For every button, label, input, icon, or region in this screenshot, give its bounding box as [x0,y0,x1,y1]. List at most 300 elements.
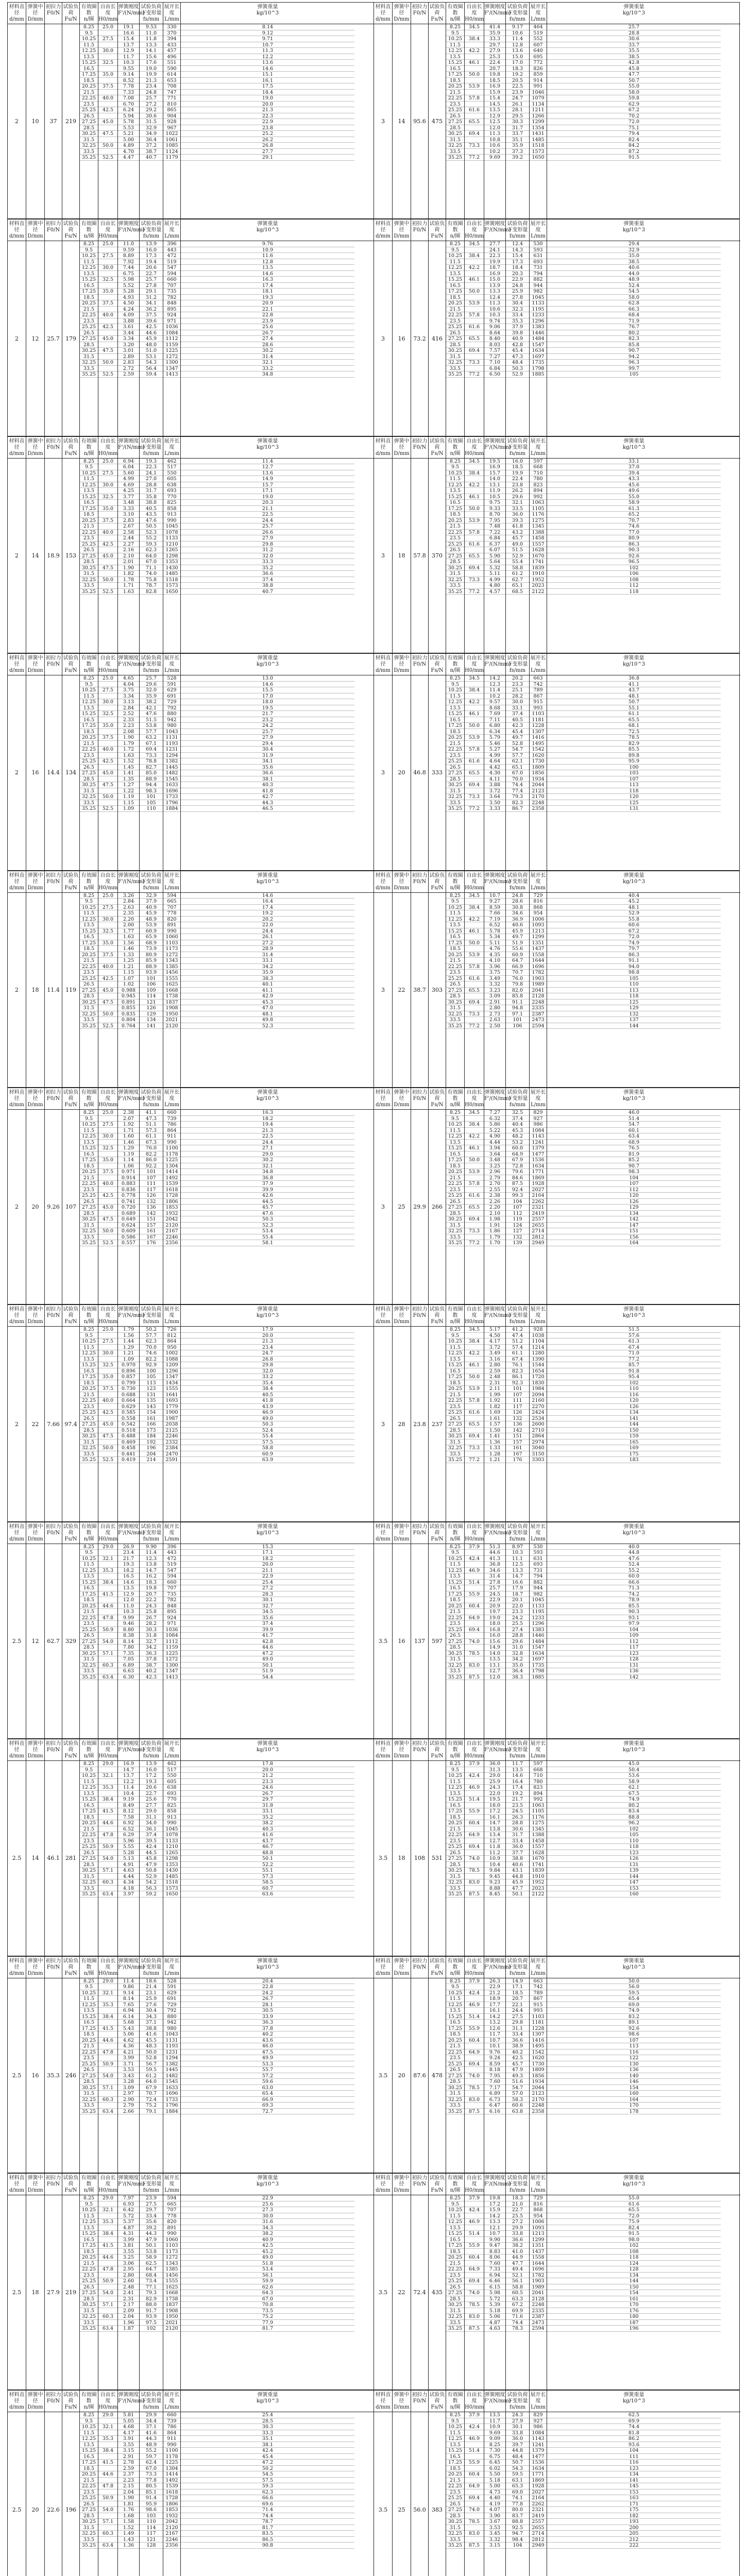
table-cell: 895 [163,1609,180,1615]
table-cell: 82.4 [547,137,721,143]
table-cell: 54.7 [547,1122,721,1128]
table-cell: 24.7 [181,1350,354,1357]
table-cell: 60.9 [506,952,529,958]
table-cell: 594 [163,271,180,277]
table-cell [465,476,484,482]
table-cell: 26.6 [181,530,354,536]
table-cell: 22.0 [506,1603,529,1609]
table-cell: 992 [530,494,547,500]
table-cell [465,934,484,940]
table-cell: 25.0 [98,241,117,247]
table-cell: 136 [547,1668,721,1674]
table-cell: 35.1 [506,137,529,143]
table-cell: 1133 [530,300,547,307]
table-cell [98,2213,117,2219]
table-cell: 1869 [530,2478,547,2484]
header-free-length: 自由长度 H0/mm [98,437,118,459]
table-half-left [8,1739,374,1955]
cell-initial-tension: 37 [45,24,62,218]
table-cell [98,1645,117,1651]
header-initial-tension: 初拉力 F0/N [45,1739,62,1761]
table-cell: 11.5 [80,259,98,265]
table-cell [465,1633,484,1639]
table-cell: 35.2 [181,565,354,571]
table-cell [98,2043,117,2049]
table-cell: 18.3 [506,66,529,72]
table-cell: 20.6 [140,265,163,271]
table-cell: 32.7 [140,1639,163,1645]
table-cell: 104 [506,2543,529,2549]
table-cell: 28.5 [80,1428,98,1434]
column-active-coils [80,675,98,870]
table-cell: 9.69 [484,155,505,161]
table-cell: 22.25 [80,1615,98,1621]
header-row [374,1305,740,1327]
table-cell [465,247,484,253]
table-cell: 15.7 [484,470,505,477]
table-cell: 1693 [163,1398,180,1404]
table-cell: 98.0 [547,2237,721,2243]
table-cell: 1385 [163,964,180,970]
table-cell: 6.75 [118,271,139,277]
table-cell: 60.3 [98,2097,117,2103]
table-half-right [374,219,740,435]
table-cell: 24.8 [506,893,529,899]
table-cell: 78.7 [181,2519,354,2525]
table-cell: 21.3 [140,78,163,84]
table-cell: 69.4 [465,565,484,571]
table-cell: 67.0 [140,2466,163,2472]
header-active-coils: 有效圈数 n/圈 [80,1522,98,1544]
table-cell: 42.2 [465,917,484,923]
table-cell: 17.1 [181,488,354,494]
table-cell: 22.25 [80,2049,98,2056]
table-cell: 25.7 [140,675,163,682]
table-cell: 2.48 [118,2284,139,2291]
cell-initial-tension: 38.7 [411,893,429,1087]
table-cell: 14.2 [484,2014,505,2020]
table-cell: 1022 [163,131,180,137]
table-cell: 64.9 [465,1832,484,1838]
table-cell: 28.5 [446,2296,464,2302]
table-cell: 1.46 [118,1140,139,1146]
table-block [7,1304,740,1521]
table-cell: 9.5 [80,30,98,37]
table-cell [465,788,484,794]
header-row [374,1957,740,1978]
cell-diameter: 2 [8,459,26,653]
table-cell: 29.0 [98,1544,117,1550]
table-cell: 8.12 [118,1808,139,1815]
table-cell: 125 [547,999,721,1006]
table-cell: 13.7 [118,1773,139,1779]
table-cell: 1351 [530,940,547,946]
table-cell: 21.5 [80,523,98,530]
table-cell: 140 [547,2073,721,2079]
table-cell: 83.0 [465,2097,484,2103]
table-cell: 16.9 [484,83,505,90]
table-cell [98,1116,117,1122]
table-cell: 50.0 [98,1445,117,1451]
table-cell: 15.6 [484,1639,505,1645]
table-cell: 25.25 [80,1410,98,1416]
table-cell: 17.25 [80,1374,98,1380]
table-cell: 25.0 [98,1327,117,1333]
table-cell: 8.14 [181,24,354,30]
table-cell [465,1345,484,1351]
table-cell: 3.99 [118,2055,139,2061]
table-cell: 31.4 [181,354,354,360]
table-cell: 90.8 [181,2543,354,2549]
table-cell: 64.0 [140,2079,163,2085]
table-cell [98,559,117,565]
table-cell [98,682,117,688]
cell-initial-tension: 87.6 [411,1978,429,2173]
header-stiffness: 弹簧刚度 F'/(N/mm) [118,871,140,893]
table-cell: 38.4 [465,36,484,42]
table-cell: 23.5 [446,318,464,325]
table-cell: 590 [163,66,180,72]
table-cell: 2358 [530,2109,547,2115]
table-cell: 49.0 [181,1416,354,1422]
table-cell: 14.6 [181,66,354,72]
table-cell: 62.1 [547,1785,721,1791]
table-cell: 38.4 [465,687,484,693]
table-cell: 45.0 [98,336,117,342]
table-cell: 10.25 [446,470,464,477]
table-cell: 3.28 [118,2079,139,2085]
table-cell: 67.2 [547,107,721,113]
table-cell: 6.04 [118,464,139,470]
table-cell: 20.0 [181,101,354,108]
table-cell: 11.8 [484,1844,505,1850]
table-cell: 45.5 [140,2038,163,2044]
table-cell: 27.5 [98,687,117,693]
table-cell: 27.25 [80,2290,98,2296]
table-cell: 126 [506,1410,529,1416]
table-cell: 18.5 [446,2249,464,2255]
table-cell [98,1451,117,1458]
table-cell: 50.0 [465,723,484,729]
table-cell: 147 [547,1879,721,1886]
table-cell [465,765,484,771]
table-cell: 25.25 [446,324,464,330]
table-cell: 61.6 [465,976,484,982]
table-cell: 810 [163,101,180,108]
table-cell: 1536 [530,2460,547,2466]
table-cell: 1211 [530,107,547,113]
table-cell: 40.3 [181,782,354,788]
table-cell: 28.5 [80,993,98,999]
table-cell: 942 [163,717,180,723]
table-cell [465,2513,484,2519]
header-diameter: 材料直径 d/mm [374,219,393,241]
table-cell: 20.25 [80,1169,98,1175]
table-cell [465,717,484,723]
table-cell: 1179 [163,155,180,161]
table-cell: 46.9 [465,1785,484,1791]
table-cell: 1885 [530,1674,547,1681]
table-cell: 65.4 [547,1996,721,2002]
table-cell: 82.4 [547,2225,721,2231]
table-cell: 36.4 [506,1668,529,1674]
table-cell: 16.5 [80,2454,98,2460]
table-cell: 1.60 [118,1133,139,1140]
table-cell: 5.27 [484,747,505,753]
table-cell: 78.5 [465,2519,484,2525]
table-cell: 2120 [163,1023,180,1029]
table-cell: 18.5 [80,2466,98,2472]
table-cell: 48.9 [140,917,163,923]
table-cell: 69.4 [465,1433,484,1439]
table-cell: 1697 [530,354,547,360]
table-cell: 2.89 [118,354,139,360]
table-cell [98,512,117,518]
table-cell: 22.9 [506,277,529,283]
column-developed-length [530,1978,547,2173]
table-cell: 47.8 [98,2049,117,2056]
table-cell [465,583,484,589]
table-cell [465,125,484,131]
table-cell: 12.7 [181,464,354,470]
table-cell: 5.98 [118,277,139,283]
table-cell: 35.9 [181,970,354,976]
table-cell: 16.5 [446,1585,464,1591]
table-cell: 12.25 [80,2219,98,2225]
table-cell: 1989 [530,981,547,988]
table-cell: 7.33 [484,2266,505,2273]
table-cell [98,776,117,783]
table-cell: 21.7 [506,1797,529,1803]
table-cell: 11.4 [118,1785,139,1791]
table-cell: 62.9 [547,101,721,108]
table-cell: 4.42 [484,765,505,771]
table-cell: 44.3 [140,2436,163,2442]
table-cell: 92.3 [506,1380,529,1386]
table-cell: 69.4 [465,2495,484,2501]
table-cell: 35.25 [446,1891,464,1897]
table-cell: 22.25 [80,95,98,101]
table-cell: 141 [140,1023,163,1029]
table-cell [98,149,117,155]
table-cell: 2.84 [118,899,139,905]
table-cell: 2248 [530,999,547,1006]
table-cell: 44.6 [98,2471,117,2478]
header-free-length: 自由长度 H0/mm [465,437,484,459]
table-cell: 2.91 [118,2454,139,2460]
table-cell: 32.1 [98,2207,117,2213]
table-cell: 31.4 [484,1573,505,1580]
table-cell: 971 [163,318,180,325]
table-cell: 35.25 [446,1457,464,1463]
table-cell: 1416 [530,2038,547,2044]
table-cell: 14.7 [484,1820,505,1826]
table-cell: 2356 [163,1240,180,1246]
table-cell: 64.7 [140,2266,163,2273]
table-cell: 825 [163,1803,180,1809]
column-deflection [140,2195,163,2389]
table-cell: 11.9 [484,488,505,494]
table-cell: 2473 [530,1017,547,1023]
table-cell: 136 [506,1421,529,1428]
column-stiffness [484,1761,506,1955]
table-cell: 0.857 [118,1374,139,1380]
table-cell: 85.1 [140,2489,163,2496]
table-cell: 66.6 [181,2495,354,2501]
header-test-load: 试验负荷 Fs/N [429,437,446,459]
table-cell: 3.09 [118,2085,139,2091]
table-cell: 83.0 [465,2531,484,2537]
table-cell: 30.25 [446,1651,464,1657]
table-cell: 64.9 [465,2266,484,2273]
table-cell: 32.5 [98,928,117,935]
table-cell: 36.0 [484,1761,505,1767]
table-cell: 1903 [530,2278,547,2284]
table-cell: 11.5 [446,259,464,265]
table-cell: 18.5 [80,295,98,301]
table-cell: 163 [547,2495,721,2501]
table-cell: 5.50 [484,2471,505,2478]
header-free-length: 自由长度 H0/mm [465,2174,484,2195]
table-cell: 2.73 [484,1011,505,1018]
header-developed-length: 展开长度 L/mm [530,654,547,675]
table-cell: 660 [163,2412,180,2418]
table-cell: 29.9 [506,2225,529,2231]
table-cell: 9.75 [484,500,505,506]
table-cell: 13.5 [446,1140,464,1146]
table-cell: 4.17 [484,1338,505,1345]
table-cell: 20.1 [506,1597,529,1603]
table-half-right [374,1957,740,2173]
table-cell: 26.8 [181,1357,354,1363]
table-cell: 30.25 [80,1651,98,1657]
table-cell: 47.9 [140,1862,163,1868]
cell-diameter: 3.5 [374,2195,393,2389]
table-cell: 20.25 [80,2255,98,2261]
table-cell: 79.3 [506,794,529,800]
table-cell: 2714 [530,2531,547,2537]
column-developed-length [530,459,547,653]
table-cell: 1296 [530,318,547,325]
table-cell: 1036 [163,324,180,330]
column-active-coils [446,1110,465,1304]
table-cell: 1573 [530,149,547,155]
table-cell: 631 [530,1556,547,1562]
cell-diameter: 2 [8,675,26,870]
table-cell: 1839 [530,565,547,571]
header-active-coils: 有效圈数 n/圈 [446,437,465,459]
table-cell: 123 [547,1651,721,1657]
table-cell: 25.25 [446,107,464,113]
table-cell: 14.0 [484,1651,505,1657]
table-cell: 1173 [163,946,180,952]
table-cell: 113 [547,2043,721,2049]
table-cell: 52.9 [547,910,721,917]
table-cell: 42.9 [181,993,354,999]
table-cell: 2167 [163,1228,180,1234]
table-cell: 34.8 [181,371,354,378]
table-cell: 2.80 [484,1362,505,1368]
table-cell: 2594 [530,2326,547,2332]
table-cell: 28.5 [446,125,464,131]
table-cell: 68.9 [547,1140,721,1146]
table-cell: 15.25 [446,277,464,283]
table-cell: 820 [163,917,180,923]
table-cell: 51.6 [506,2079,529,2085]
table-cell [465,30,484,37]
header-mean-diameter: 弹簧中径 D/mm [393,1957,411,1978]
table-cell: 32.25 [80,360,98,366]
table-cell: 4.21 [118,2049,139,2056]
table-cell [98,981,117,988]
table-cell: 19.3 [140,1779,163,1785]
header-diameter: 材料直径 d/mm [8,2174,26,2195]
table-cell: 22.9 [484,1597,505,1603]
table-cell [465,366,484,372]
table-cell: 8.38 [118,1633,139,1639]
table-cell: 84.6 [506,1175,529,1181]
table-cell: 2164 [530,1193,547,1199]
table-cell: 43.5 [140,512,163,518]
table-cell: 18.1 [181,289,354,295]
table-cell: 1347 [163,1374,180,1380]
table-cell: 1518 [530,143,547,149]
table-cell: 32.8 [506,1651,529,1657]
table-cell: 2335 [530,2308,547,2314]
table-cell: 8.49 [118,1803,139,1809]
table-cell: 18.6 [140,1978,163,1985]
table-cell [98,2430,117,2436]
table-cell: 33.3 [484,36,505,42]
table-cell: 54.7 [506,2085,529,2091]
table-cell [98,2418,117,2425]
table-cell: 50.0 [140,2049,163,2056]
table-cell [465,2201,484,2208]
table-cell [98,125,117,131]
table-cell: 31.5 [80,1439,98,1446]
table-cell: 1.63 [118,934,139,940]
table-cell: 66.3 [547,307,721,313]
table-cell: 35.25 [80,1240,98,1246]
table-cell: 38.4 [98,2014,117,2020]
table-cell: 55.1 [181,1868,354,1874]
table-cell [465,1163,484,1170]
table-cell: 52.3 [181,1023,354,1029]
table-cell: 53.4 [181,1228,354,1234]
table-cell: 34.1 [140,300,163,307]
table-cell: 28.6 [506,899,529,905]
table-cell: 45.9 [506,928,529,935]
table-cell: 30.25 [446,2519,464,2525]
table-cell: 65.5 [465,336,484,342]
table-block [7,2173,740,2390]
table-cell: 42.8 [181,1639,354,1645]
table-cell [465,1128,484,1134]
table-cell [465,330,484,336]
table-cell: 77.2 [465,155,484,161]
table-cell: 7.97 [118,2195,139,2201]
table-cell: 1853 [163,2507,180,2513]
header-deflection: 试验负荷下变形量 fs/mm [506,437,530,459]
table-cell: 18.5 [80,78,98,84]
table-cell: 60.1 [547,1128,721,1134]
table-cell: 59.3 [140,541,163,548]
table-cell: 1542 [530,747,547,753]
table-cell: 19.2 [506,1791,529,1797]
table-cell: 91.8 [547,1368,721,1375]
table-cell: 0.586 [118,1234,139,1241]
table-cell: 104 [547,2448,721,2454]
